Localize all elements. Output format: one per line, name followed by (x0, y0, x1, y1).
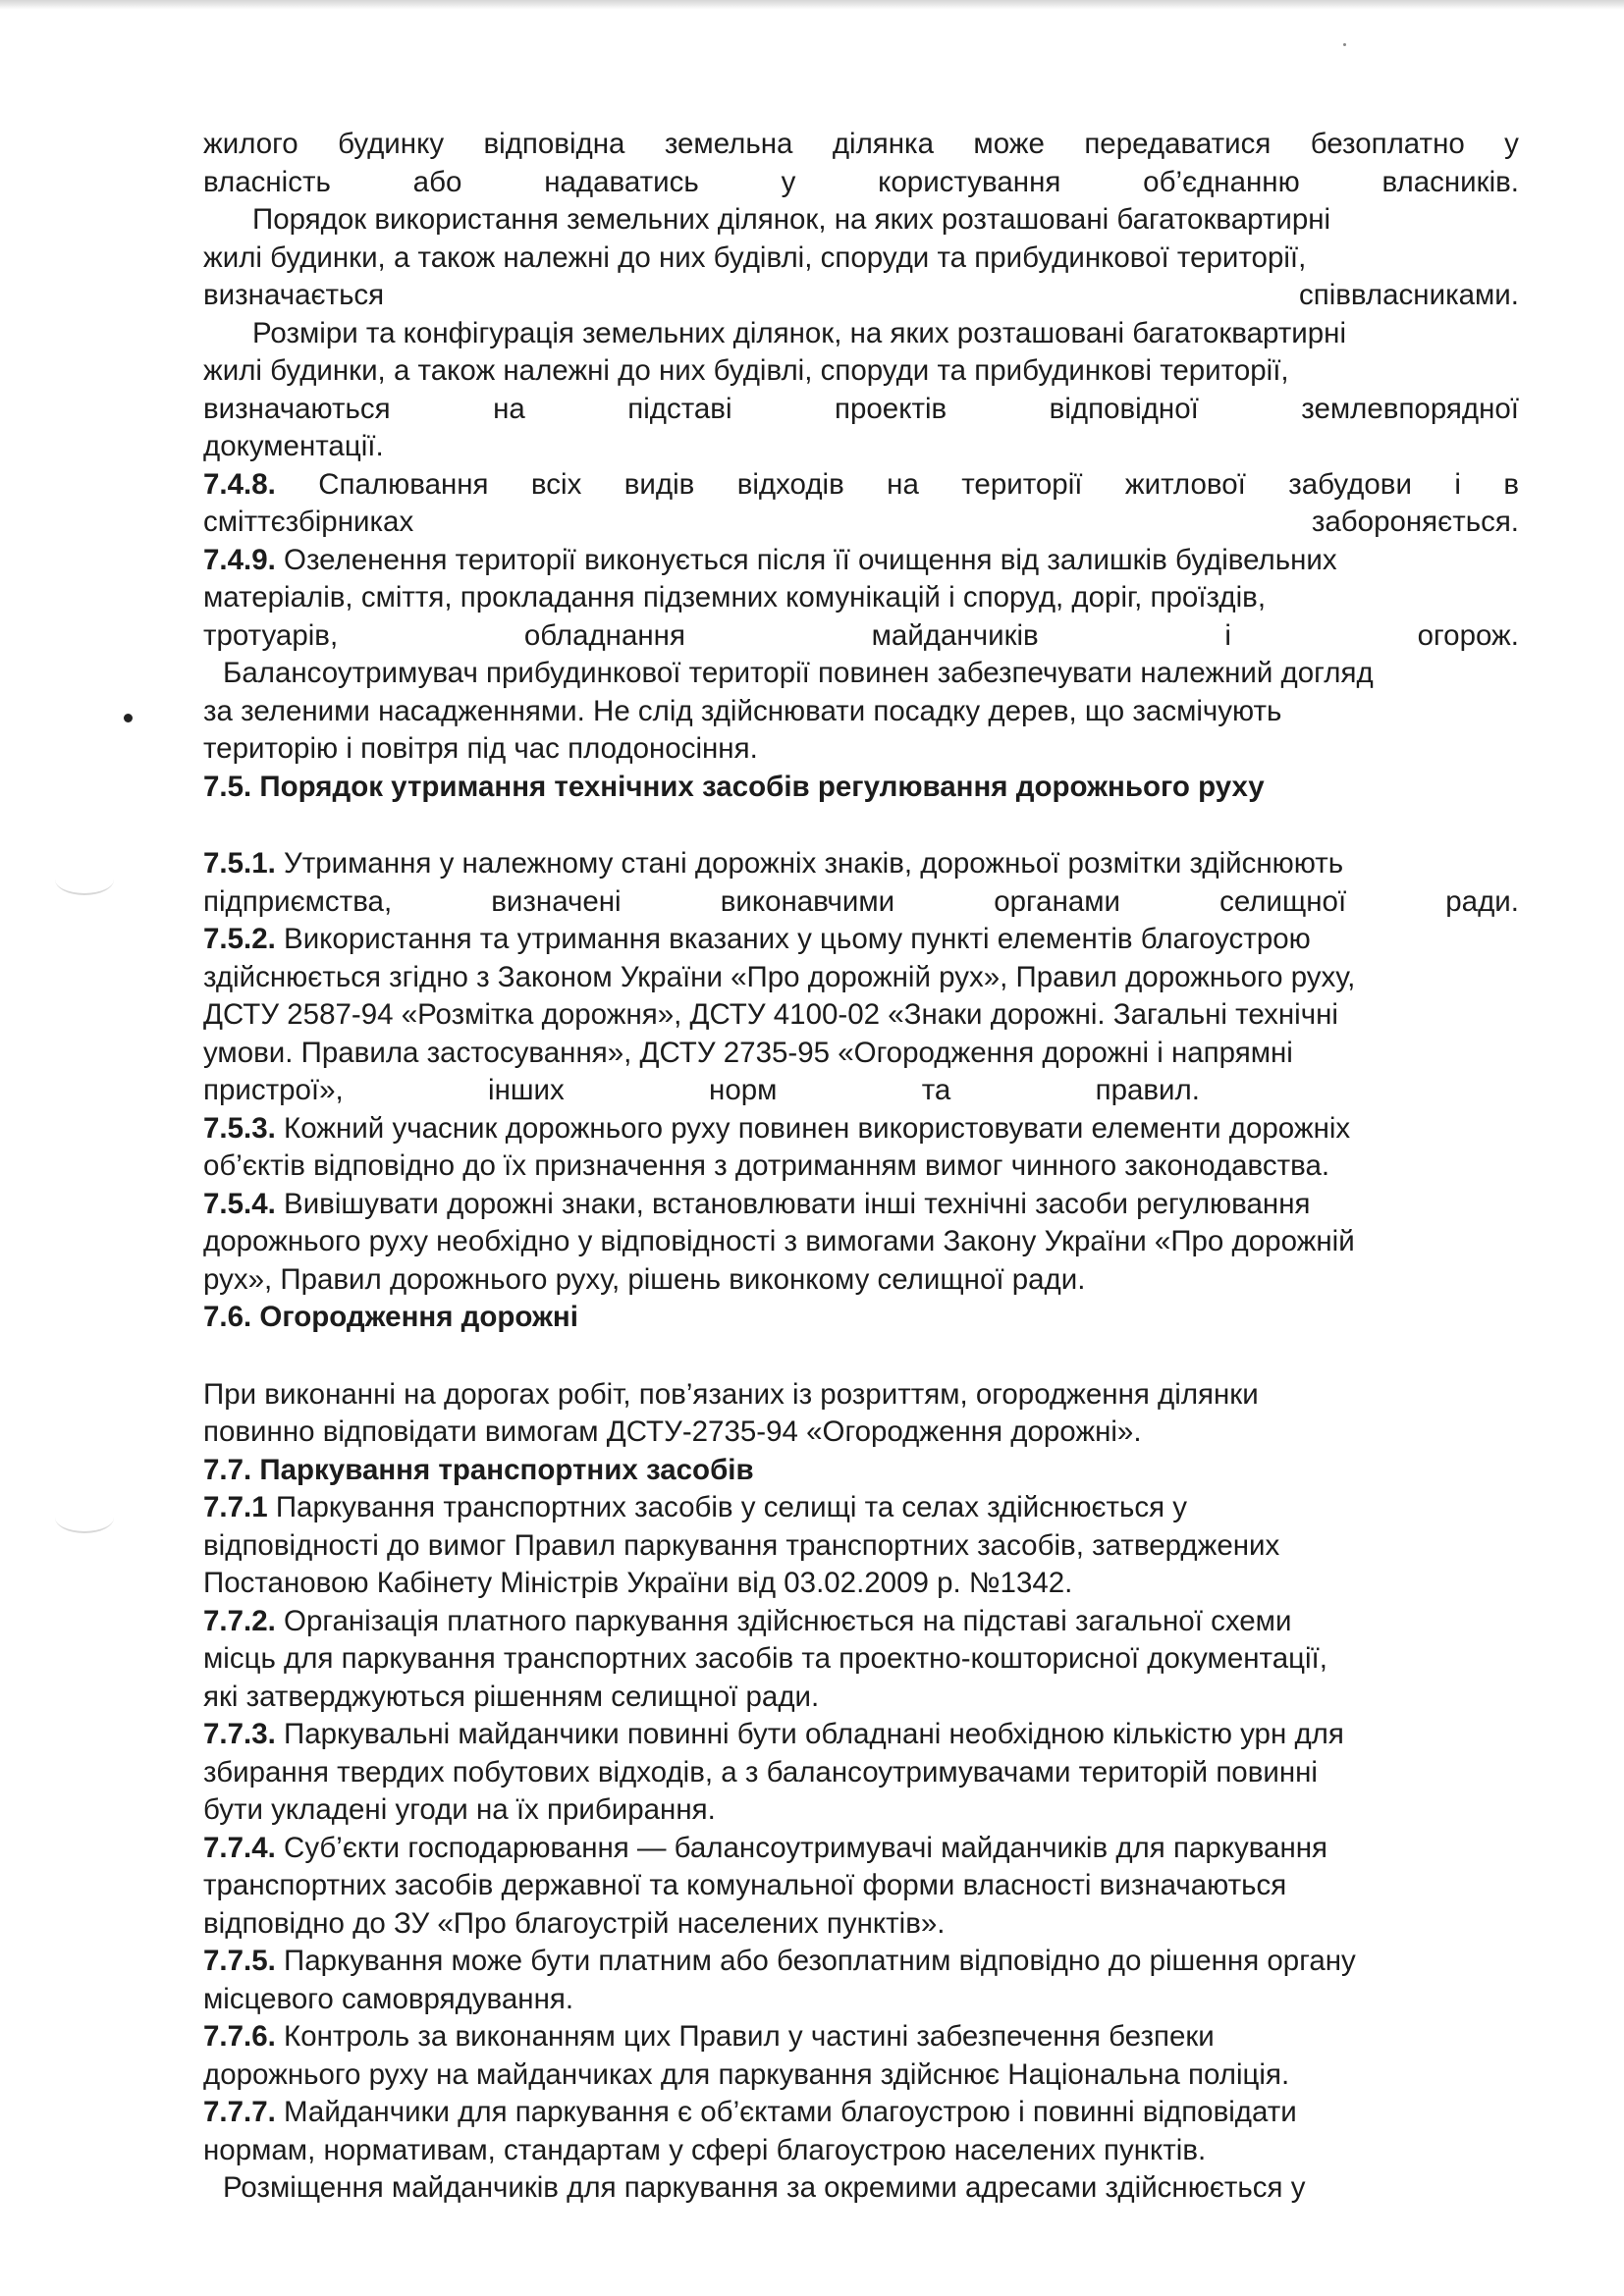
word: надаватись (544, 165, 699, 198)
word: підставі (627, 392, 732, 425)
clause-number: 7.5.3. (203, 1111, 276, 1145)
word: або (412, 165, 462, 198)
text-line: дорожнього руху на майданчиках для паркування здійснює Національна поліція. (203, 2057, 1290, 2091)
clause-number: 7.7.2. (203, 1604, 276, 1637)
scan-top-edge (0, 0, 1624, 10)
justified-line (203, 126, 1519, 164)
margin-dot (124, 714, 133, 722)
word: відповідної (1049, 392, 1199, 425)
numbered-clause-line (203, 1110, 1519, 1148)
justified-line (203, 164, 1519, 202)
justified-line (203, 617, 1519, 656)
text-line: місцевого самоврядування. (203, 1982, 574, 2015)
word: Спалювання (318, 467, 489, 501)
clause-number: 7.7.7. (203, 2096, 276, 2128)
word: всіх (530, 467, 582, 501)
clause-text: Паркування транспортних засобів у селищі та селах здійснюється у (275, 1491, 1188, 1523)
word: і (1454, 467, 1461, 501)
word: виконавчими (720, 884, 895, 918)
word: земельна (664, 128, 793, 160)
text-line: жилі будинки, а також належні до них будівлі, споруди та прибудинкові території, (203, 354, 1289, 387)
blank-line (203, 806, 1519, 845)
word: та (921, 1074, 951, 1106)
paragraph-start-line: Порядок використання земельних ділянок, на яких розташовані багатоквартирні (252, 203, 1331, 236)
word: інших (488, 1074, 565, 1106)
text-line: бути укладені угоди на їх прибирання. (203, 1793, 716, 1826)
numbered-clause-line (203, 542, 1519, 580)
numbered-clause-line (203, 1943, 1519, 1981)
clause-text: Паркувальні майданчики повинні бути обладнані необхідною кількістю урн для (284, 1718, 1344, 1750)
numbered-clause-line (203, 466, 1519, 505)
numbered-clause-line (203, 1716, 1519, 1754)
section-heading: 7.5. Порядок утримання технічних засобів регулювання дорожнього руху (203, 770, 1265, 803)
word: визначається (203, 279, 385, 311)
punch-hole-mark (55, 1502, 114, 1533)
clause-number: 7.7.1 (203, 1491, 268, 1523)
word: житлової (1124, 467, 1246, 501)
text-line: місць для паркування транспортних засобів та проектно-кошторисної документації, (203, 1642, 1327, 1675)
word: безоплатно (1310, 128, 1465, 160)
word: власність (203, 165, 331, 198)
text-line: рух», Правил дорожнього руху, рішень виконкому селищної ради. (203, 1262, 1086, 1296)
text-line: матеріалів, сміття, прокладання підземних комунікацій і споруд, доріг, проїздів, (203, 581, 1267, 614)
clause-number: 7.7.6. (203, 2020, 276, 2053)
numbered-clause-line (203, 1186, 1519, 1224)
justified-line (203, 277, 1519, 315)
text-line: які затверджуються рішенням селищної ради. (203, 1680, 820, 1713)
paragraph-start-line: Розміри та конфігурація земельних ділянок, на яких розташовані багатоквартирні (252, 316, 1346, 349)
numbered-clause-line (203, 1830, 1519, 1868)
text-line: умови. Правила застосування», ДСТУ 2735-95 «Огородження дорожні і напрямні (203, 1036, 1293, 1069)
word: будинку (338, 128, 445, 160)
word: норм (709, 1074, 778, 1106)
clause-text: Суб’єкти господарювання — балансоутримувачі майданчиків для паркування (284, 1831, 1328, 1864)
text-line: відповідно до ЗУ «Про благоустрій населених пунктів». (203, 1906, 946, 1940)
document-page (203, 126, 1519, 2208)
justified-line (203, 391, 1519, 429)
clause-text: Паркування може бути платним або безоплатним відповідно до рішення органу (284, 1945, 1356, 1977)
section-heading: 7.6. Огородження дорожні (203, 1301, 578, 1333)
text-line: збирання твердих побутових відходів, а з балансоутримувачами територій повинні (203, 1755, 1318, 1789)
word: забороняється. (1311, 506, 1519, 538)
clause-text: Вивішувати дорожні знаки, встановлювати інші технічні засоби регулювання (284, 1187, 1311, 1220)
clause-text: Організація платного паркування здійснюється на підставі загальної схеми (284, 1604, 1292, 1637)
text-line: за зеленими насадженнями. Не слід здійснювати посадку дерев, що засмічують (203, 694, 1282, 727)
clause-number: 7.7.3. (203, 1718, 276, 1750)
clause-text: Утримання у належному стані дорожніх знаків, дорожньої розмітки здійснюють (284, 847, 1344, 880)
word: відповідна (483, 128, 625, 160)
clause-number: 7.7.4. (203, 1831, 276, 1864)
word: і (1224, 618, 1231, 652)
text-line: об’єктів відповідно до їх призначення з дотриманням вимог чинного законодавства. (203, 1149, 1330, 1182)
text-line: територію і повітря під час плодоносіння. (203, 732, 758, 765)
word: органами (994, 884, 1121, 918)
word: території (961, 467, 1083, 501)
clause-text: Контроль за виконанням цих Правил у частині забезпечення безпеки (284, 2020, 1215, 2053)
numbered-clause-line (203, 1603, 1519, 1641)
word: співвласниками. (1298, 279, 1519, 311)
clause-number: 7.5.2. (203, 923, 276, 955)
word: визначені (491, 884, 622, 918)
paragraph-start-line: Балансоутримувач прибудинкової території повинен забезпечувати належний догляд (223, 657, 1374, 689)
word: у (781, 165, 796, 198)
numbered-clause-line (203, 845, 1519, 883)
word: визначаються (203, 392, 391, 425)
scan-speck (1343, 43, 1346, 46)
clause-number: 7.5.1. (203, 847, 276, 880)
word: забудови (1288, 467, 1412, 501)
section-heading: 7.7. Паркування транспортних засобів (203, 1453, 754, 1486)
clause-number: 7.4.9. (203, 543, 276, 576)
word: землевпорядної (1301, 392, 1519, 425)
text-line: відповідності до вимог Правил паркування транспортних засобів, затверджених (203, 1528, 1280, 1562)
word: може (973, 128, 1045, 160)
word: об’єднанню (1143, 165, 1300, 198)
word: в (1503, 467, 1519, 501)
blank-line (203, 1337, 1519, 1376)
word: ради. (1445, 884, 1519, 918)
word: жилого (203, 128, 298, 160)
word: пристрої», (203, 1074, 344, 1106)
text-line: документації. (203, 430, 384, 462)
word: на (887, 467, 919, 501)
text-line: При виконанні на дорогах робіт, пов’язаних із розриттям, огородження ділянки (203, 1377, 1259, 1411)
text-line: транспортних засобів державної та комунальної форми власності визначаються (203, 1869, 1287, 1901)
text-line: повинно відповідати вимогам ДСТУ-2735-94 «Огородження дорожні». (203, 1415, 1142, 1448)
word: відходів (736, 467, 844, 501)
word: проектів (835, 392, 947, 425)
text-line: здійснюється згідно з Законом України «Про дорожній рух», Правил дорожнього руху, (203, 960, 1356, 993)
numbered-clause-line (203, 1489, 1519, 1527)
punch-hole-mark (55, 864, 114, 895)
clause-text: Кожний учасник дорожнього руху повинен використовувати елементи дорожніх (284, 1111, 1351, 1145)
word: обладнання (523, 618, 685, 652)
word: ділянка (832, 128, 935, 160)
word: сміттєзбірниках (203, 506, 414, 538)
justified-line (203, 1072, 1200, 1110)
clause-text: Озеленення території виконується після її очищення від залишків будівельних (284, 543, 1337, 576)
word: огорож. (1417, 618, 1519, 652)
word: селищної (1219, 884, 1347, 918)
justified-line (203, 504, 1519, 542)
word: майданчиків (871, 618, 1039, 652)
word: користування (878, 165, 1061, 198)
text-line: жилі будинки, а також належні до них будівлі, споруди та прибудинкової території, (203, 240, 1307, 274)
word: тротуарів, (203, 618, 339, 652)
word: передаватися (1084, 128, 1272, 160)
numbered-clause-line (203, 2018, 1519, 2056)
justified-line (203, 883, 1519, 922)
text-line: нормам, нормативам, стандартам у сфері благоустрою населених пунктів. (203, 2133, 1207, 2166)
clause-text: Використання та утримання вказаних у цьому пункті елементів благоустрою (284, 923, 1311, 955)
clause-text: Майданчики для паркування є об’єктами благоустрою і повинні відповідати (284, 2096, 1297, 2128)
clause-number: 7.4.8. (203, 467, 276, 501)
word: власників. (1381, 165, 1519, 198)
text-line: ДСТУ 2587-94 «Розмітка дорожня», ДСТУ 4100-02 «Знаки дорожні. Загальні технічні (203, 998, 1338, 1031)
word: видів (623, 467, 695, 501)
paragraph-start-line: Розміщення майданчиків для паркування за окремими адресами здійснюється у (223, 2171, 1306, 2204)
word: правил. (1095, 1074, 1200, 1106)
clause-number: 7.7.5. (203, 1945, 276, 1977)
numbered-clause-line (203, 2094, 1519, 2132)
word: підприємства, (203, 884, 393, 918)
word: у (1504, 128, 1519, 160)
word: на (493, 392, 525, 425)
numbered-clause-line (203, 921, 1519, 959)
text-line: дорожнього руху необхідно у відповідності з вимогами Закону України «Про дорожній (203, 1225, 1355, 1257)
clause-number: 7.5.4. (203, 1187, 276, 1220)
text-line: Постановою Кабінету Міністрів України від 03.02.2009 р. №1342. (203, 1567, 1073, 1599)
